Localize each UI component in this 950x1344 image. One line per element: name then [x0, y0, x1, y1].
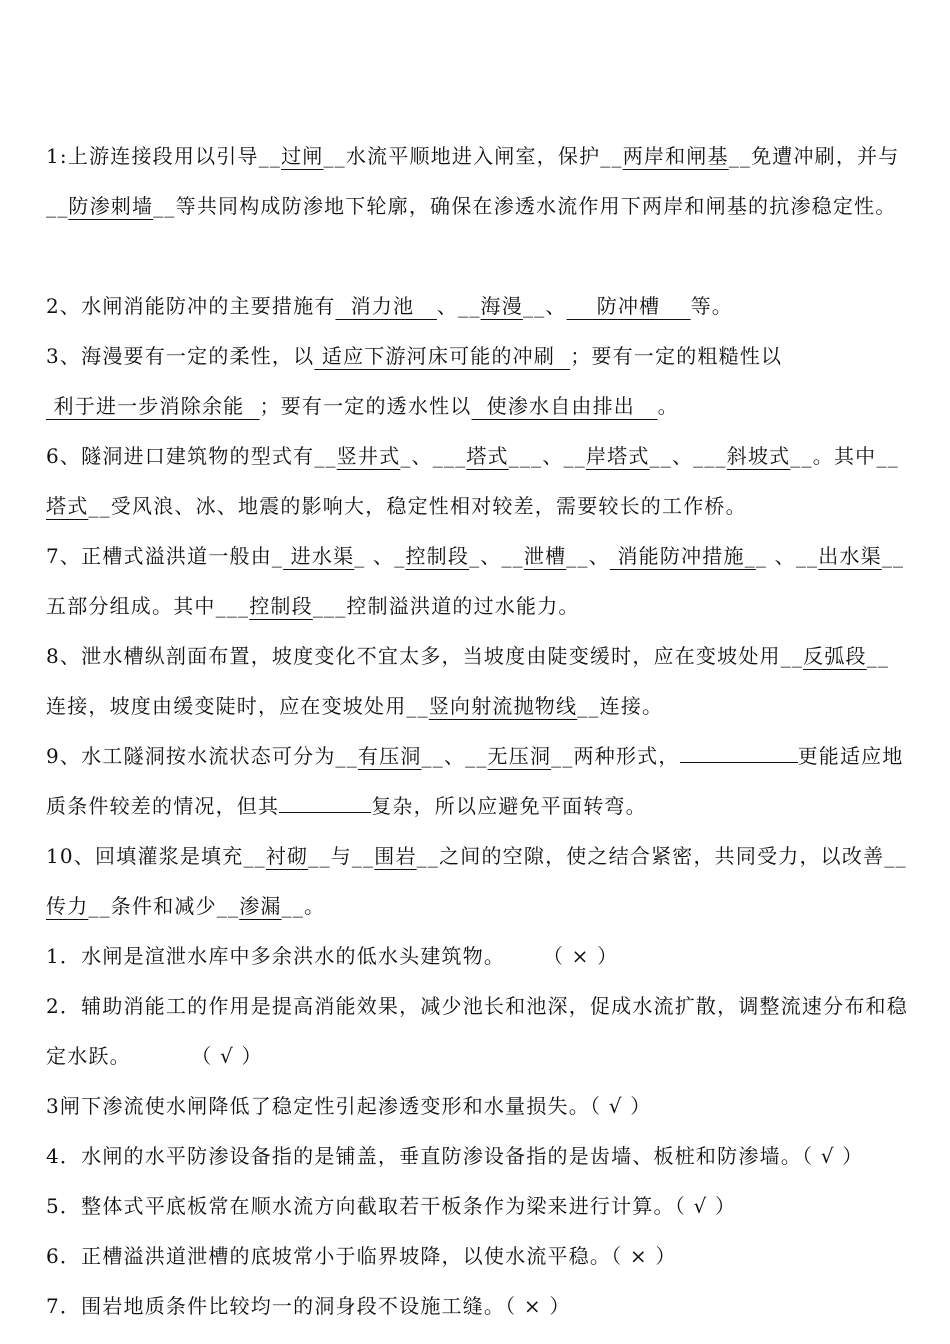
judgement-mark: （ √ ）	[674, 1194, 737, 1218]
question-8	[46, 631, 908, 731]
answer-blank: 过闸	[281, 144, 324, 168]
true-false-item-5	[46, 1181, 908, 1231]
question-9	[46, 731, 908, 831]
question-text: __五部分组成。其中___	[46, 544, 905, 618]
true-false-item-3	[46, 1081, 908, 1131]
question-text: __水流平顺地进入闸室，保护__	[323, 144, 623, 168]
answer-blank: 适应下游河床可能的冲刷	[314, 344, 571, 368]
question-text: __、___	[649, 444, 727, 468]
question-7	[46, 531, 908, 631]
question-text: _ 、_	[354, 544, 406, 568]
question-text: 等。	[690, 294, 734, 318]
question-text: 复杂，所以应避免平面转弯。	[371, 794, 647, 818]
answer-blank: 两岸和闸基	[622, 144, 729, 168]
answer-blank: 进水渠	[283, 544, 355, 568]
answer-blank: 竖井式	[336, 444, 401, 468]
question-text: __免遭冲刷，并与__	[46, 144, 900, 218]
answer-blank: 传力	[46, 894, 89, 918]
judgement-mark: （ √ ）	[130, 1044, 263, 1068]
judgement-mark: （ × ）	[505, 1294, 571, 1318]
answer-blank: 使渗水自由排出	[471, 394, 658, 418]
question-text: _ 、__	[755, 544, 819, 568]
question-text: __与__	[308, 844, 375, 868]
answer-blank: 海漫	[480, 294, 523, 318]
judgement-mark: （ √ ）	[801, 1144, 864, 1168]
question-text: ；要有一定的透水性以	[259, 394, 472, 418]
judgement-mark: （ × ）	[611, 1244, 677, 1268]
empty-blank	[279, 792, 371, 813]
question-1	[46, 131, 908, 231]
question-text: _、__	[469, 544, 524, 568]
answer-blank: 消能防冲措施_	[609, 544, 756, 568]
question-text: 10、回填灌浆是填充__	[46, 844, 266, 868]
answer-blank: 衬砌	[265, 844, 309, 868]
statement-text: 6．正槽溢洪道泄槽的底坡常小于临界坡降，以使水流平稳。	[46, 1244, 612, 1268]
question-text: 更能适应地质条件较差的情况，但其	[46, 744, 904, 818]
answer-blank: 无压洞	[487, 744, 552, 768]
true-false-item-4	[46, 1131, 908, 1181]
statement-text: 4．水闸的水平防渗设备指的是铺盖，垂直防渗设备指的是齿墙、板桩和防渗墙。	[46, 1144, 802, 1168]
answer-blank: 反弧段	[803, 644, 867, 668]
question-text: __、	[522, 294, 567, 318]
question-text: 。	[657, 394, 679, 418]
statement-text: 7．围岩地质条件比较均一的洞身段不设施工缝。	[46, 1294, 506, 1318]
answer-blank: 竖向射流抛物线	[428, 694, 578, 718]
answer-blank: 消力池	[335, 294, 437, 318]
statement-text: 2．辅助消能工的作用是提高消能效果，减少池长和池深，促成水流扩散，调整流速分布和稳定水跃。	[46, 994, 908, 1068]
true-false-item-7	[46, 1281, 908, 1331]
answer-blank: 斜坡式	[726, 444, 791, 468]
question-text: ；要有一定的粗糙性以	[570, 344, 783, 368]
true-false-item-6	[46, 1231, 908, 1281]
question-text: 8、泄水槽纵剖面布置，坡度变化不宜太多，当坡度由陡变缓时，应在变坡处用__	[46, 644, 804, 668]
statement-text: 5．整体式平底板常在顺水流方向截取若干板条作为梁来进行计算。	[46, 1194, 675, 1218]
answer-blank: 渗漏	[239, 894, 282, 918]
judgement-mark: （ × ）	[505, 944, 619, 968]
question-3	[46, 331, 908, 431]
question-text: 7、正槽式溢洪道一般由_	[46, 544, 284, 568]
answer-blank: 控制段	[405, 544, 470, 568]
answer-blank: 防冲槽	[566, 294, 691, 318]
question-2	[46, 281, 908, 331]
answer-blank: 出水渠	[818, 544, 882, 568]
question-text: __两种形式，	[551, 744, 680, 768]
question-text: ___控制溢洪道的过水能力。	[312, 594, 580, 618]
question-text: 3、海漫要有一定的柔性，以	[46, 344, 315, 368]
question-text: 1:上游连接段用以引导__	[46, 144, 282, 168]
answer-blank: 塔式	[46, 494, 89, 518]
question-text: 2、水闸消能防冲的主要措施有	[46, 294, 336, 318]
answer-blank: 泄槽	[523, 544, 567, 568]
statement-text: 3闸下渗流使水闸降低了稳定性引起渗透变形和水量损失。	[46, 1094, 590, 1118]
question-text: __条件和减少__	[88, 894, 240, 918]
question-6	[46, 431, 908, 531]
question-text: 6、隧洞进口建筑物的型式有__	[46, 444, 337, 468]
question-text: 、__	[436, 294, 481, 318]
answer-blank: 防渗刺墙	[68, 194, 154, 218]
true-false-item-2	[46, 981, 908, 1081]
answer-blank: 围岩	[374, 844, 417, 868]
judgement-mark: （ √ ）	[589, 1094, 652, 1118]
true-false-item-1	[46, 931, 908, 981]
answer-blank: 利于进一步消除余能	[46, 394, 260, 418]
answer-blank: 岸塔式	[585, 444, 650, 468]
question-text: __受风浪、冰、地震的影响大，稳定性相对较差，需要较长的工作桥。	[88, 494, 747, 518]
question-text: __等共同构成防渗地下轮廓，确保在渗透水流作用下两岸和闸基的抗渗稳定性。	[153, 194, 897, 218]
question-text: __之间的空隙，使之结合紧密，共同受力，以改善__	[416, 844, 907, 868]
question-text: __。其中__	[790, 444, 899, 468]
statement-text: 1．水闸是渲泄水库中多余洪水的低水头建筑物。	[46, 944, 506, 968]
answer-blank: 有压洞	[357, 744, 422, 768]
question-text: _、___	[400, 444, 467, 468]
question-text: __。	[281, 894, 326, 918]
answer-blank: 塔式	[466, 444, 509, 468]
question-text: ___、__	[508, 444, 586, 468]
question-text: 9、水工隧洞按水流状态可分为__	[46, 744, 358, 768]
question-10	[46, 831, 908, 931]
answer-blank: 控制段	[249, 594, 313, 618]
question-text: __、__	[421, 744, 488, 768]
question-text: __连接，坡度由缓变陡时，应在变坡处用__	[46, 644, 890, 718]
empty-blank	[680, 742, 798, 763]
question-text: __、	[566, 544, 610, 568]
question-text: __连接。	[577, 694, 664, 718]
